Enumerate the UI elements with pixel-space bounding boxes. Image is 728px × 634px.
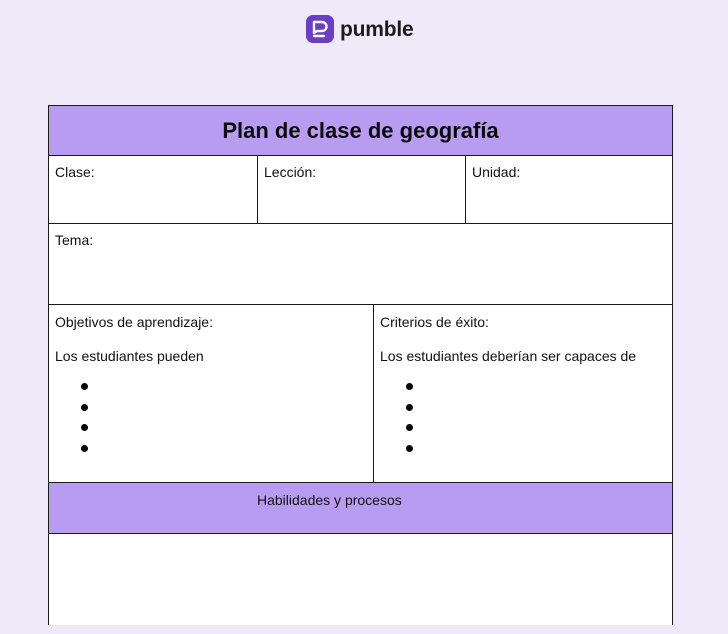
brand-header <box>306 14 413 44</box>
leccion-cell[interactable] <box>257 156 465 223</box>
tema-cell[interactable] <box>49 224 672 304</box>
objectives-bullet-list <box>55 377 367 459</box>
tema-label: Tema: <box>55 232 94 248</box>
list-item[interactable] <box>79 398 367 419</box>
clase-cell[interactable] <box>49 156 257 223</box>
list-item[interactable] <box>79 439 367 460</box>
criteria-cell[interactable] <box>373 305 672 482</box>
skills-content-cell[interactable] <box>49 534 672 634</box>
list-item[interactable] <box>404 377 666 398</box>
unidad-label: Unidad: <box>472 164 521 180</box>
lesson-plan-table <box>48 105 673 625</box>
criteria-bullet-list <box>380 377 666 459</box>
info-row <box>49 156 672 224</box>
list-item[interactable] <box>404 398 666 419</box>
list-item[interactable] <box>79 418 367 439</box>
objectives-intro: Los estudiantes pueden <box>55 348 204 364</box>
criteria-intro: Los estudiantes deberían ser capaces de <box>380 348 637 364</box>
list-item[interactable] <box>79 377 367 398</box>
tema-row <box>49 224 672 305</box>
criteria-label: Criterios de éxito: <box>380 314 489 330</box>
title-row <box>49 106 672 156</box>
list-item[interactable] <box>404 418 666 439</box>
skills-content-row <box>49 534 672 634</box>
skills-header-row <box>49 483 672 534</box>
objectives-cell[interactable] <box>49 305 373 482</box>
skills-header-cell <box>49 483 672 533</box>
leccion-label: Lección: <box>264 164 317 180</box>
pumble-logo-icon <box>306 15 334 43</box>
list-item[interactable] <box>404 439 666 460</box>
page-title: Plan de clase de geografía <box>222 117 499 143</box>
unidad-cell[interactable] <box>465 156 672 223</box>
clase-label: Clase: <box>55 164 95 180</box>
skills-header-label: Habilidades y procesos <box>257 492 402 508</box>
objectives-row <box>49 305 672 483</box>
objectives-label: Objetivos de aprendizaje: <box>55 314 213 330</box>
brand-name: pumble <box>340 17 414 41</box>
